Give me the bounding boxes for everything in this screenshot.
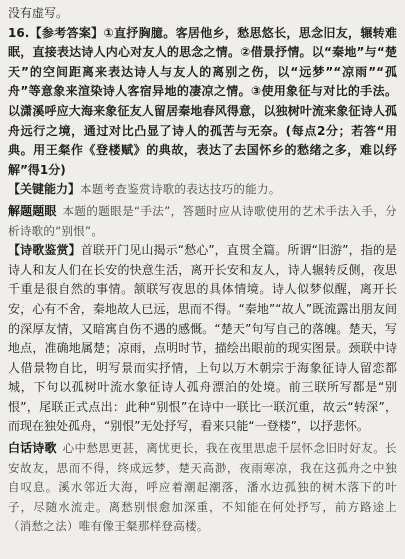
answer-16 bbox=[8, 24, 397, 181]
appreciation-text: 首联开门见山揭示“愁心”，直贯全篇。所谓“旧游”，指的是诗人和友人们在长安的快意生活，离开长安和友人，诗人辗转反侧，夜思千重是很自然的事情。颔联写夜思的具体情境。诗人似梦似醒，离开长安，心有不舍，秦地故人已远，思而不得。“秦地”“故人”既流露出朋友间的深厚友情，又暗寓自伤不遇的感慨。“楚天”句写自己的落魄。楚天，写地点，准确地属楚；凉雨，点明时节，描绘出眼前的现实图景。颈联中诗人借景物自比，明写景而实抒情，上句以万木朝宗于海象征诗人留恋都城，下句以孤树叶流水象征诗人孤舟漂泊的处境。前三联所写都是“别恨”，尾联正式点出：此种“别恨”在诗中一联比一联沉重，故云“转深”，而现在独处孤舟，“别恨”无处抒写，看来只能“一登楼”，以抒悲怀。 bbox=[8, 243, 397, 434]
answer-text: ①直抒胸臆。客居他乡，愁思悠长，思念旧友，辗转难眠，直接表达诗人内心对友人的思念之情。②借景抒情。以“秦地”与“楚天”的空间距离来表达诗人与友人的离别之伤，以“远梦”“凉雨”“孤舟”等意象来渲染诗人客宿异地的凄凉之情。③使用象征与对比的手法。以潇溪呼应大海来象征友人留居秦地春风得意，以独树叶流来象征诗人孤舟远行之境，通过对比凸显了诗人的孤苦与无奈。(每点2分；若答“用典。用王粲作《登楼赋》的典故，表达了去国怀乡的愁绪之多，难以纾解”得1分) bbox=[8, 25, 397, 177]
poem-appreciation bbox=[8, 241, 397, 437]
answer-label: 【参考答案】 bbox=[29, 25, 104, 40]
question-eye-label: 解题题眼 bbox=[8, 203, 57, 218]
question-eye-text: 本题的题眼是“手法”，答题时应从诗歌使用的艺术手法入手，分析诗歌的“别恨”。 bbox=[8, 203, 397, 238]
carry-over-line: 没有虚写。 bbox=[8, 6, 69, 20]
key-ability bbox=[8, 180, 397, 200]
translation-text: 心中愁思更甚，离忧更长，我在夜里思虑千层怀念旧时好友。长安故友，思而不得，终成远梦，楚天高渺，夜雨寒凉，我在这孤舟之中独自叹息。溪水邻近大海，呼应着潮起潮落，潘水边孤独的树木落下的叶子，尽随水流走。离愁别恨愈加深重，不知能在何处抒写，前方路途上（消愁之法）唯有像王粲那样登高楼。 bbox=[8, 441, 397, 534]
plain-translation bbox=[8, 439, 397, 537]
question-eye bbox=[8, 202, 397, 241]
question-number: 16. bbox=[8, 25, 30, 40]
key-ability-text: 本题考查鉴赏诗歌的表达技巧的能力。 bbox=[80, 182, 281, 197]
translation-label: 白话诗歌 bbox=[8, 441, 57, 456]
key-ability-label: 【关键能力】 bbox=[8, 182, 81, 197]
appreciation-label: 【诗歌鉴赏】 bbox=[8, 243, 81, 258]
